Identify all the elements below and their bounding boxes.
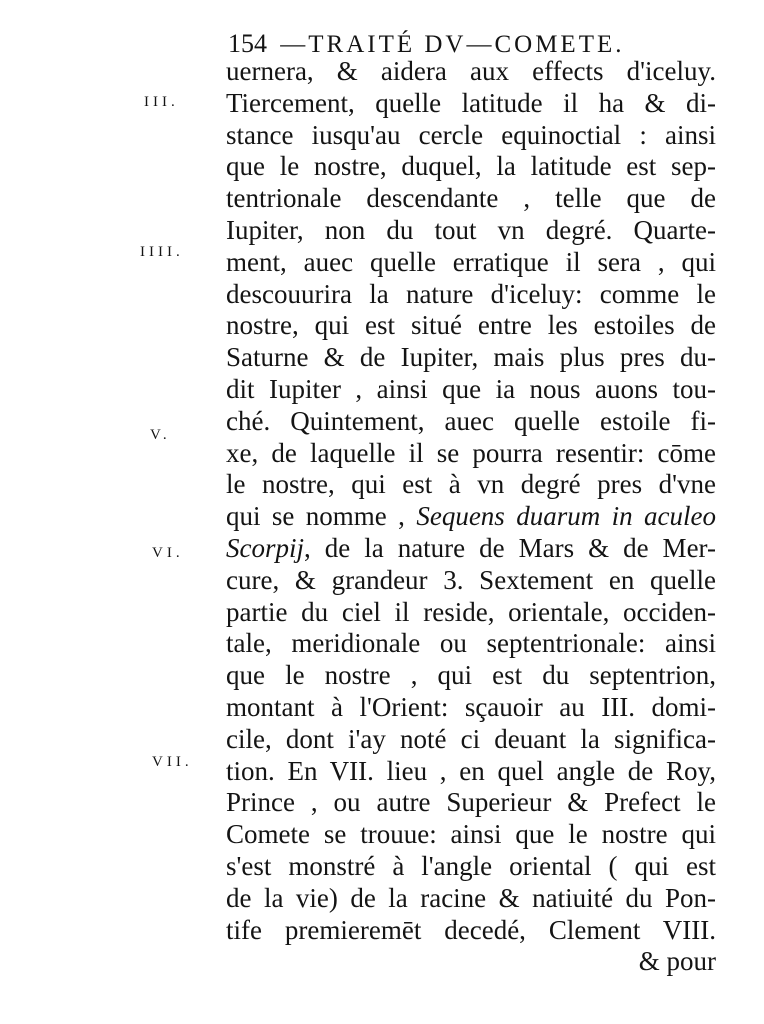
margin-note-vi: VI. (152, 545, 184, 561)
text-line: tale, meridionale ou septentrionale: ainsi (226, 628, 716, 659)
text-line: Comete se trouue: ainsi que le nostre qui (226, 819, 716, 850)
text-line: Iupiter, non du tout vn degré. Quarte- (226, 214, 716, 245)
text-line: ché. Quintement, auec quelle estoile fi- (226, 405, 716, 436)
text-line: ment, auec quelle erratique il sera , qui (226, 246, 716, 277)
text-line: tion. En VII. lieu , en quel angle de Roy, (226, 755, 716, 786)
text-line: le nostre, qui est à vn degré pres d'vne (226, 469, 716, 500)
text-line: que le nostre, duquel, la latitude est sep- (226, 151, 716, 182)
margin-note-v: V. (150, 427, 171, 443)
margin-note-iii: III. (144, 94, 179, 110)
margin-note-vii: VII. (152, 754, 193, 770)
text-line: tife premieremēt decedé, Clement VIII. (226, 914, 716, 945)
latin-italic: Sequens duarum in aculeo (416, 501, 717, 532)
margin-note-iiii: IIII. (140, 244, 184, 260)
text-line: Saturne & de Iupiter, mais plus pres du- (226, 342, 716, 373)
catchword: & pour (638, 946, 716, 977)
text-line: s'est monstré à l'angle oriental ( qui est (226, 850, 716, 881)
text-line: cure, & grandeur 3. Sextement en quelle (226, 564, 716, 595)
text-line: dit Iupiter , ainsi que ia nous auons tou- (226, 373, 716, 404)
text-line: montant à l'Orient: sçauoir au III. domi- (226, 691, 716, 722)
text-line: Tiercement, quelle latitude il ha & di- (226, 87, 716, 118)
text-line: Prince , ou autre Superieur & Prefect le (226, 787, 716, 818)
page-number: 154 (228, 29, 267, 58)
body-text (226, 56, 716, 978)
text-line: de la vie) de la racine & natiuité du Pon- (226, 882, 716, 913)
text-line: qui se nomme , Sequens duarum in aculeo (226, 501, 717, 532)
text-line: que le nostre , qui est du septentrion, (226, 660, 716, 691)
text-line: descouurira la nature d'iceluy: comme le (226, 278, 716, 309)
text-line: cile, dont i'ay noté ci deuant la significa- (226, 723, 716, 754)
text-line: uernera, & aidera aux effects d'iceluy. (226, 56, 716, 86)
running-title: —TRAITÉ DV—COMETE. (280, 31, 625, 58)
text-line: stance iusqu'au cercle equinoctial : ainsi (226, 119, 716, 150)
text-line: Scorpij, de la nature de Mars & de Mer- (226, 532, 716, 563)
text-line: nostre, qui est situé entre les estoiles de (226, 310, 716, 341)
latin-italic: Scorpij (226, 532, 304, 563)
text-line: tentrionale descendante , telle que de (226, 183, 716, 214)
text-line: partie du ciel il reside, orientale, occiden- (226, 596, 716, 627)
text-line: xe, de laquelle il se pourra resentir: cōme (226, 437, 716, 468)
